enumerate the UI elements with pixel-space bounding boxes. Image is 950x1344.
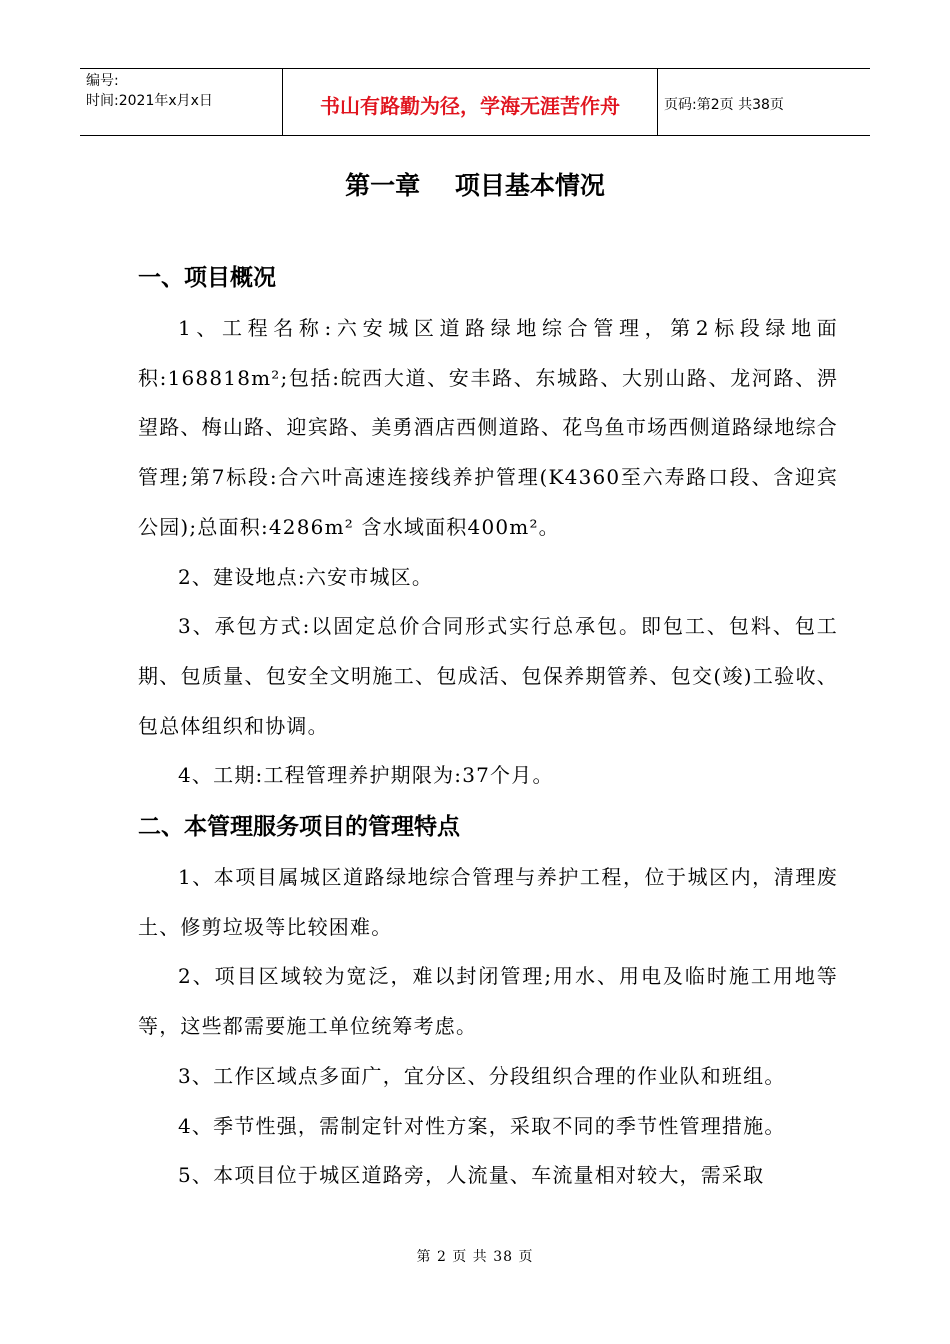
- section-heading: 二、本管理服务项目的管理特点: [138, 814, 460, 841]
- paragraph: 1、本项目属城区道路绿地综合管理与养护工程，位于城区内，清理废土、修剪垃圾等比较困难。: [138, 865, 838, 939]
- header-motto: 书山有路勤为径，学海无涯苦作舟: [282, 69, 658, 135]
- header-meta: [80, 69, 282, 135]
- page-header: [80, 68, 870, 136]
- page-footer: 第 2 页 共 38 页: [416, 1249, 534, 1265]
- section-heading: 一、项目概况: [138, 265, 276, 291]
- paragraph: 2、项目区域较为宽泛，难以封闭管理;用水、用电及临时施工用地等等，这些都需要施工单位统筹考虑。: [138, 964, 838, 1039]
- paragraph: 3、工作区域点多面广，宜分区、分段组织合理的作业队和班组。: [178, 1063, 786, 1088]
- paragraph: 2、建设地点:六安市城区。: [178, 564, 434, 589]
- paragraph: 5、本项目位于城区道路旁，人流量、车流量相对较大，需采取: [178, 1163, 765, 1188]
- paragraph: 3、承包方式:以固定总价合同形式实行总承包。即包工、包料、包工期、包质量、包安全文明施工、包成活、包保养期管养、包交(竣)工验收、包总体组织和协调。: [138, 614, 838, 738]
- paragraph: 1、工程名称:六安城区道路绿地综合管理，第2标段绿地面积:168818m²;包括:皖西大道、安丰路、东城路、大别山路、龙河路、淠望路、梅山路、迎宾路、美勇酒店西侧道路、花鸟鱼市场西侧道路绿地综合管理;第7标段:合六叶高速连接线养护管理(K4360至六寿路口段、含迎宾公园);总面积:4286m² 含水域面积400m²。: [138, 316, 838, 539]
- document-date-label: 时间:2021年x月x日: [86, 93, 213, 109]
- section: [138, 801, 838, 1201]
- document-number-label: 编号:: [86, 73, 119, 89]
- chapter-title: 第一章 项目基本情况: [345, 171, 605, 200]
- paragraph: 4、季节性强，需制定针对性方案，采取不同的季节性管理措施。: [178, 1113, 786, 1138]
- document-body: [138, 252, 838, 1201]
- section: [138, 252, 838, 801]
- header-page-label: 页码:第2页 共38页: [664, 97, 784, 113]
- paragraph: 4、工期:工程管理养护期限为:37个月。: [178, 763, 554, 788]
